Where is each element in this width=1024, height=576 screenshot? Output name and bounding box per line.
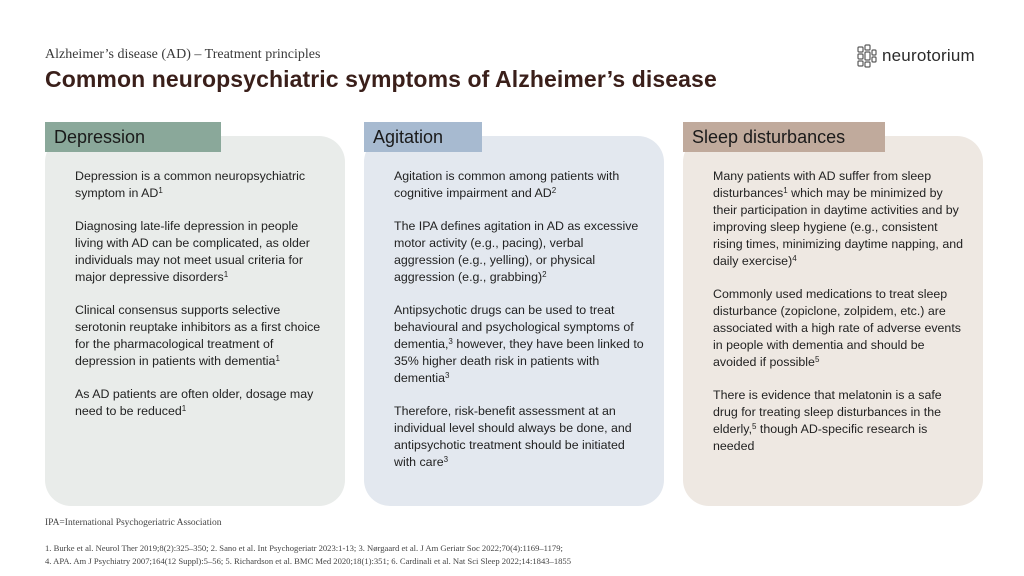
- agitation-point-3: Antipsychotic drugs can be used to treat behavioural and psychological symptoms of dementia,$^3$ however, they have been linked to 35% higher death risk in patients with dementia$^3$: [394, 303, 644, 385]
- depression-point-2: Diagnosing late-life depression in people living with AD can be complicated, as older individuals may not meet usual criteria for major depressive disorders$^1$: [75, 219, 310, 284]
- agitation-body: [394, 168, 644, 487]
- sleep-heading: Sleep disturbances: [683, 122, 885, 152]
- section-subtitle: Alzheimer’s disease (AD) – Treatment principles: [45, 47, 321, 62]
- neurotorium-logo-icon: [856, 44, 878, 68]
- references-line-1: 1. Burke et al. Neurol Ther 2019;8(2):325–350; 2. Sano et al. Int Psychogeriatr 2023:1-13; 3. Nørgaard et al. J Am Geriatr Soc 2022;70(4):1169–1179;: [45, 543, 563, 553]
- neurotorium-logo[interactable]: [856, 43, 975, 69]
- abbreviation-note: IPA=International Psychogeriatric Association: [45, 518, 222, 528]
- depression-point-3: Clinical consensus supports selective serotonin reuptake inhibitors as a first choice for the pharmacological treatment of depression in patients with dementia$^1$: [75, 303, 321, 368]
- agitation-heading: Agitation: [364, 122, 482, 152]
- depression-point-4: As AD patients are often older, dosage may need to be reduced$^1$: [75, 387, 314, 418]
- references-line-2: 4. APA. Am J Psychiatry 2007;164(12 Suppl):5–56; 5. Richardson et al. BMC Med 2020;18(1):351; 6. Cardinali et al. Nat Sci Sleep 2022;14:1843–1855: [45, 556, 572, 566]
- depression-point-1: Depression is a common neuropsychiatric symptom in $AD^1$: [75, 169, 306, 200]
- logo-text: neurotorium: [882, 46, 975, 65]
- page-title: Common neuropsychiatric symptoms of Alzheimer’s disease: [45, 66, 717, 92]
- depression-heading: Depression: [45, 122, 221, 152]
- sleep-body: [713, 168, 965, 471]
- agitation-point-1: Agitation is common among patients with cognitive impairment and $AD^2$: [394, 169, 620, 200]
- agitation-point-2: The IPA defines agitation in AD as excessive motor activity (e.g., pacing), verbal aggression (e.g., yelling), or physical aggression (e.g., grabbing)$^2$: [394, 219, 639, 284]
- sleep-point-1: Many patients with AD suffer from sleep disturbances$^1$ which may be minimized by their participation in daytime activities and by improving sleep hygiene (e.g., consistent rising times, minimizing daytime napping, and daily exercise)$^4$: [713, 169, 963, 268]
- sleep-point-2: Commonly used medications to treat sleep disturbance (zopiclone, zolpidem, etc.) are associated with a high rate of adverse events in people with dementia and should be avoided if possible$^5$: [713, 287, 961, 369]
- depression-body: [75, 168, 321, 436]
- agitation-point-4: Therefore, risk-benefit assessment at an individual level should always be done, and antipsychotic treatment should be initiated with care$^3$: [394, 404, 632, 469]
- references: [45, 542, 571, 568]
- sleep-point-3: There is evidence that melatonin is a safe drug for treating sleep disturbances in the elderly,$^5$ though AD-specific research is needed: [713, 388, 942, 453]
